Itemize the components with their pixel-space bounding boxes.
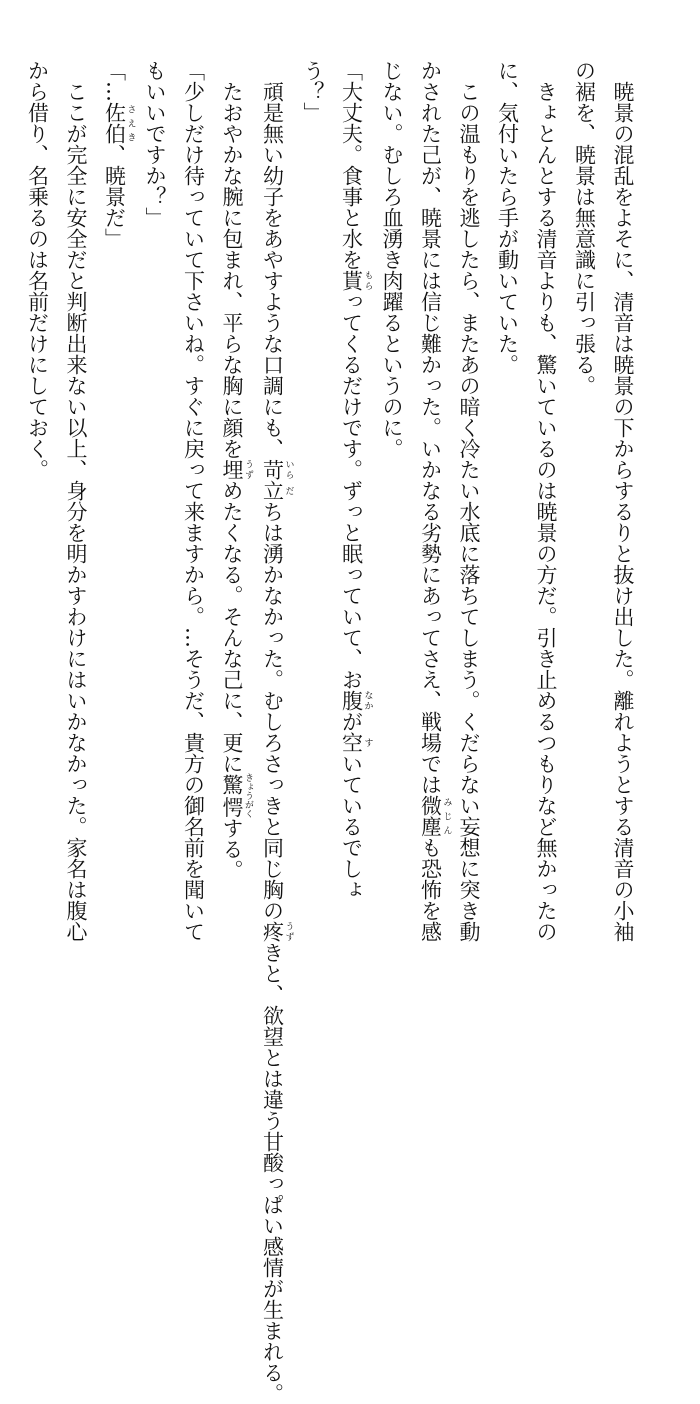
text-run: 暁景の混乱をよそに、清音は暁景の下からするりと抜け出した。離れようとする清音の小袖 xyxy=(611,60,635,942)
paragraph xyxy=(213,60,254,1020)
text-run: ここが完全に安全だと判断出来ない以上、身分を明かすわけにはいかなかった。家名は腹心 xyxy=(64,60,88,942)
vertical-text-body xyxy=(18,60,642,1404)
ruby-reading: さえき xyxy=(125,102,136,144)
text-run: も恐怖を感 xyxy=(418,837,443,942)
ruby-reading: うず xyxy=(243,459,253,480)
text-run: 「少しだけ待っていて下さいね。すぐに戻って来ますから。…そうだ、貴方の御名前を聞いて xyxy=(181,60,206,942)
text-run: の裾を、暁景は無意識に引っ張る。 xyxy=(572,60,597,396)
ruby-word: 微塵 みじん xyxy=(418,795,452,837)
text-run: きと、欲望とは違う甘酸っぱい感情が生まれる。 xyxy=(260,942,285,1404)
text-run: 頑是無い幼子をあやすような口調にも、 xyxy=(260,60,285,459)
text-run: が xyxy=(339,711,364,732)
text-run: じない。むしろ血湧き肉躍るというのに。 xyxy=(380,60,404,459)
paragraph xyxy=(373,60,489,1020)
text-run: ちは湧かなかった。むしろさっきと同じ胸の xyxy=(260,501,285,921)
ruby-word: 空 す xyxy=(339,732,373,753)
ruby-reading: きょうがく xyxy=(243,773,253,819)
text-run: いているでしょ xyxy=(339,753,364,900)
text-run: もいいですか？」 xyxy=(143,60,167,228)
paragraph xyxy=(253,60,294,1404)
ruby-word: 驚愕 きょうがく xyxy=(220,773,253,819)
text-run: に、気付いたら手が動いていた。 xyxy=(495,60,520,375)
text-run: ってくるだけです。ずっと眠っていて、お xyxy=(339,291,364,690)
paragraph xyxy=(565,60,642,1020)
paragraph xyxy=(18,60,95,1020)
paragraph xyxy=(95,60,136,1020)
ruby-word: 疼 うず xyxy=(260,921,294,942)
text-run: 、暁景だ」 xyxy=(102,144,127,249)
ruby-word: 苛 いら xyxy=(260,459,294,480)
ruby-reading: うず xyxy=(283,921,294,942)
text-run: この温もりを逃したら、またあの暗く冷たい水底に落ちてしまう。くだらない妄想に突き動 xyxy=(457,60,481,942)
ruby-reading: もら xyxy=(362,270,373,291)
text-run: 「大丈夫。食事と水を xyxy=(339,60,364,270)
ruby-word: 立 だ xyxy=(260,480,294,501)
ruby-word: 埋 うず xyxy=(220,459,253,480)
text-run: きょとんとする清音よりも、驚いているのは暁景の方だ。引き止めるつもりなど無かったの xyxy=(534,60,558,942)
paragraph xyxy=(294,60,373,1020)
text-run: 「… xyxy=(102,60,127,102)
text-run: めたくなる。そんな己に、更に xyxy=(220,480,244,774)
ruby-reading: す xyxy=(362,732,373,753)
ruby-reading: いら xyxy=(283,459,294,480)
ruby-reading: なか xyxy=(362,690,373,711)
ruby-word: 貰 もら xyxy=(339,270,373,291)
text-run: たおやかな腕に包まれ、平らな胸に顔を xyxy=(220,60,244,459)
text-run: から借り、名乗るのは名前だけにしておく。 xyxy=(25,60,50,480)
text-run: う？」 xyxy=(301,60,325,123)
paragraph xyxy=(488,60,565,1020)
text-run: かされた己が、暁景には信じ難かった。いかなる劣勢にあってさえ、戦場では xyxy=(418,60,443,795)
ruby-reading: みじん xyxy=(441,795,452,837)
ruby-word: 腹 なか xyxy=(339,690,373,711)
paragraph xyxy=(136,60,213,1020)
ruby-reading: だ xyxy=(283,480,294,501)
ruby-word: 佐伯 さえき xyxy=(102,102,136,144)
text-run: する。 xyxy=(220,817,244,881)
